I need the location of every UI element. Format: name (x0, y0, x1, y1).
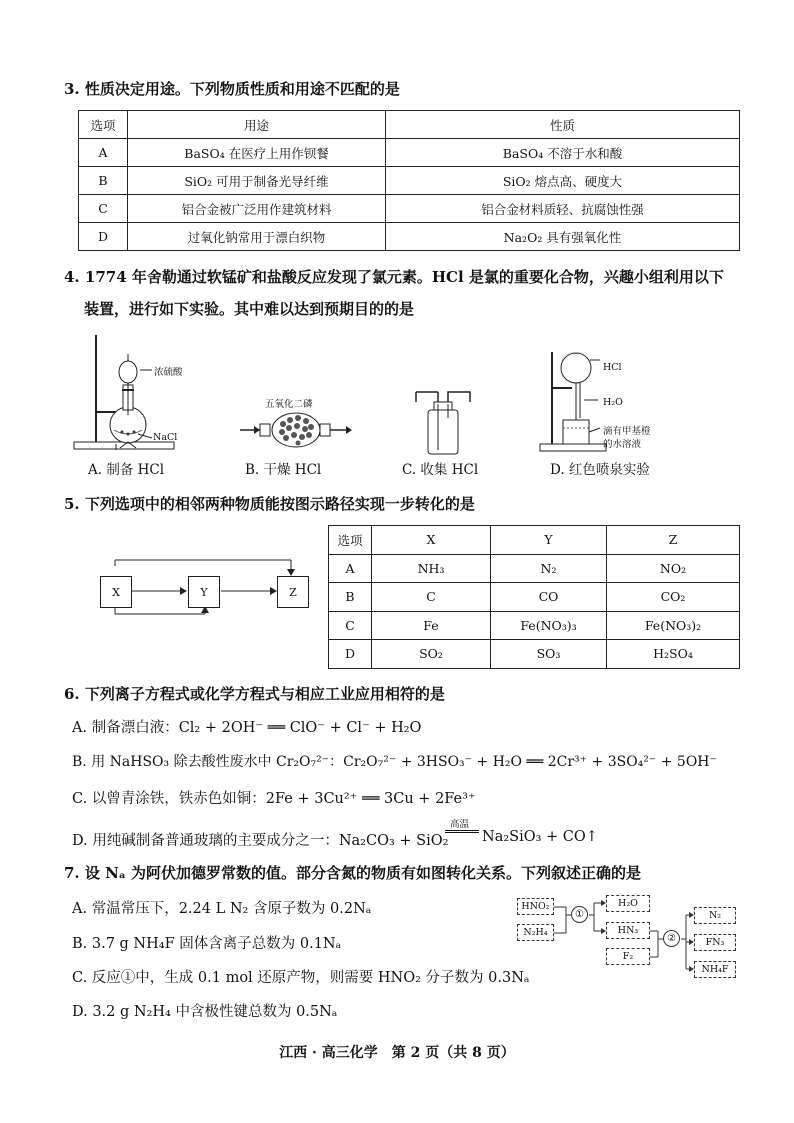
apparatus-c-illustration (408, 390, 478, 456)
apparatus-b-illustration (238, 408, 358, 453)
page-footer: 江西 · 高三化学 第 2 页（共 8 页） (279, 1045, 515, 1061)
table-cell: 铝合金被广泛用作建筑材料 (128, 195, 386, 223)
table-cell: A (79, 139, 128, 167)
q6-option-a: A. 制备漂白液：Cl₂ + 2OH⁻ ══ ClO⁻ + Cl⁻ + H₂O (72, 720, 422, 736)
diagram-box-fn3: FN₃ (694, 934, 736, 951)
table-row (329, 583, 740, 612)
table-row (79, 223, 740, 251)
table-cell: B (329, 583, 372, 612)
table-header: 用途 (128, 111, 386, 139)
q6-option-d-suffix: Na₂SiO₃ + CO↑ (482, 829, 598, 845)
table-row (79, 139, 740, 167)
table-cell: BaSO₄ 在医疗上用作钡餐 (128, 139, 386, 167)
table-cell: H₂SO₄ (607, 640, 740, 669)
table-cell: N₂ (491, 554, 607, 583)
q4-caption-b: B. 干燥 HCl (245, 462, 322, 478)
label-methyl-orange-2: 的水溶液 (603, 439, 642, 450)
q6-option-d-prefix: D. 用纯碱制备普通玻璃的主要成分之一：Na₂CO₃ + SiO₂ (72, 833, 449, 849)
diagram-box-n2h4: N₂H₄ (517, 924, 554, 941)
table-cell: SiO₂ 可用于制备光导纤维 (128, 167, 386, 195)
table-cell: Fe(NO₃)₃ (491, 611, 607, 640)
q4-caption-d: D. 红色喷泉实验 (550, 462, 650, 478)
table-header-row (329, 526, 740, 555)
table-cell: SiO₂ 熔点高、硬度大 (386, 167, 740, 195)
table-cell: CO₂ (607, 583, 740, 612)
table-cell: Na₂O₂ 具有强氧化性 (386, 223, 740, 251)
q5-stem: 5. 下列选项中的相邻两种物质能按图示路径实现一步转化的是 (64, 495, 475, 513)
q7-option-b: B. 3.7 g NH₄F 固体含离子总数为 0.1Nₐ (72, 936, 342, 952)
diagram-box-h2o: H₂O (606, 895, 650, 912)
table-row (79, 167, 740, 195)
table-cell: A (329, 554, 372, 583)
q3-table (78, 110, 740, 251)
table-cell: BaSO₄ 不溶于水和酸 (386, 139, 740, 167)
diagram-box-f2: F₂ (606, 948, 650, 965)
table-cell: Fe(NO₃)₂ (607, 611, 740, 640)
table-header: Y (491, 526, 607, 555)
diagram-node-y: Y (188, 576, 220, 608)
table-cell: CO (491, 583, 607, 612)
table-cell: C (329, 611, 372, 640)
table-header: Z (607, 526, 740, 555)
diagram-step-2: ② (663, 930, 680, 947)
diagram-box-hn3: HN₃ (606, 922, 650, 939)
label-hcl: HCl (603, 362, 622, 373)
label-nacl: NaCl (153, 432, 178, 443)
table-cell: Fe (372, 611, 491, 640)
table-row (329, 611, 740, 640)
q6-option-b: B. 用 NaHSO₃ 除去酸性废水中 Cr₂O₇²⁻：Cr₂O₇²⁻ + 3HSO₃⁻ + H₂O ══ 2Cr³⁺ + 3SO₄²⁻ + 5OH⁻ (72, 754, 717, 770)
q7-option-d: D. 3.2 g N₂H₄ 中含极性键总数为 0.5Nₐ (72, 1004, 338, 1020)
table-cell: C (372, 583, 491, 612)
apparatus-a-illustration (70, 330, 210, 455)
table-cell: SO₃ (491, 640, 607, 669)
table-row (329, 554, 740, 583)
table-row (329, 640, 740, 669)
q4-caption-a: A. 制备 HCl (88, 462, 165, 478)
table-cell: NH₃ (372, 554, 491, 583)
table-cell: D (329, 640, 372, 669)
label-conc-sulfuric-acid: 浓硫酸 (154, 367, 183, 378)
label-methyl-orange-1: 滴有甲基橙 (603, 426, 651, 437)
diagram-box-nh4f: NH₄F (694, 961, 736, 978)
reaction-arrow-line (445, 830, 479, 833)
q7-option-c: C. 反应①中，生成 0.1 mol 还原产物，则需要 HNO₂ 分子数为 0.3Nₐ (72, 970, 530, 986)
table-cell: C (79, 195, 128, 223)
diagram-box-n2: N₂ (694, 907, 736, 924)
q4-stem-line1: 4. 1774 年舍勒通过软锰矿和盐酸反应发现了氯元素。HCl 是氯的重要化合物，兴趣小组利用以下 (64, 268, 724, 286)
table-cell: SO₂ (372, 640, 491, 669)
table-cell: NO₂ (607, 554, 740, 583)
q6-stem: 6. 下列离子方程式或化学方程式与相应工业应用相符的是 (64, 685, 445, 703)
q6-option-c: C. 以曾青涂铁，铁赤色如铜：2Fe + 3Cu²⁺ ══ 3Cu + 2Fe³⁺ (72, 791, 476, 807)
table-cell: B (79, 167, 128, 195)
q5-table (328, 525, 740, 669)
diagram-node-z: Z (277, 576, 309, 608)
q7-option-a: A. 常温常压下，2.24 L N₂ 含原子数为 0.2Nₐ (72, 901, 372, 917)
label-h2o: H₂O (603, 397, 623, 408)
table-cell: 铝合金材料质轻、抗腐蚀性强 (386, 195, 740, 223)
table-header: X (372, 526, 491, 555)
table-header: 选项 (329, 526, 372, 555)
diagram-step-1: ① (571, 906, 588, 923)
table-header: 性质 (386, 111, 740, 139)
table-row (79, 195, 740, 223)
label-p2o5: 五氧化二磷 (265, 399, 313, 410)
q3-stem: 3. 性质决定用途。下列物质性质和用途不匹配的是 (64, 80, 400, 98)
diagram-box-hno2: HNO₂ (517, 898, 554, 915)
q7-stem: 7. 设 Nₐ 为阿伏加德罗常数的值。部分含氮的物质有如图转化关系。下列叙述正确的是 (64, 864, 642, 882)
diagram-node-x: X (100, 576, 132, 608)
table-header: 选项 (79, 111, 128, 139)
q6-option-d-condition: 高温 (450, 819, 470, 830)
table-cell: 过氧化钠常用于漂白织物 (128, 223, 386, 251)
table-cell: D (79, 223, 128, 251)
q4-caption-c: C. 收集 HCl (402, 462, 479, 478)
table-header-row (79, 111, 740, 139)
q4-stem-line2: 装置，进行如下实验。其中难以达到预期目的的是 (84, 300, 415, 318)
